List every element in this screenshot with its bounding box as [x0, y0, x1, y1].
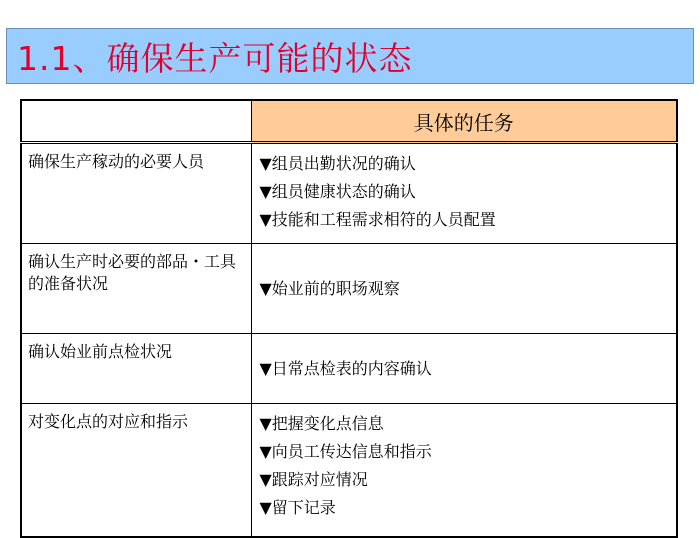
table-row	[21, 244, 677, 334]
category-cell: 确保生产稼动的必要人员	[21, 143, 251, 244]
header-tasks: 具体的任务	[251, 100, 677, 143]
category-cell: 对变化点的对应和指示	[21, 404, 251, 538]
task-list	[260, 150, 669, 234]
table-row	[21, 334, 677, 404]
task-table	[20, 99, 678, 538]
task-item: ▼组员健康状态的确认	[259, 182, 416, 201]
task-item: ▼留下记录	[259, 498, 336, 517]
table-header-row	[21, 100, 677, 143]
header-empty-cell	[21, 100, 251, 143]
task-item: ▼日常点检表的内容确认	[259, 358, 432, 378]
table-row	[21, 143, 677, 244]
task-item: ▼组员出勤状况的确认	[259, 154, 416, 173]
task-item: ▼跟踪对应情况	[259, 470, 368, 489]
category-cell: 确认始业前点检状况	[21, 334, 251, 404]
task-item: ▼始业前的职场观察	[259, 278, 400, 298]
task-list	[260, 275, 669, 303]
task-list	[260, 410, 669, 522]
tasks-cell	[251, 244, 677, 334]
title-bar	[6, 28, 694, 84]
task-item: ▼技能和工程需求相符的人员配置	[259, 210, 496, 229]
task-list	[260, 355, 669, 383]
tasks-cell	[251, 143, 677, 244]
task-item: ▼向员工传达信息和指示	[259, 442, 432, 461]
table-row	[21, 404, 677, 538]
tasks-cell	[251, 334, 677, 404]
page-title: 1.1、确保生产可能的状态	[17, 38, 413, 78]
task-item: ▼把握变化点信息	[259, 414, 384, 433]
tasks-cell	[251, 404, 677, 538]
category-cell: 确认生产时必要的部品・工具的准备状况	[21, 244, 251, 334]
